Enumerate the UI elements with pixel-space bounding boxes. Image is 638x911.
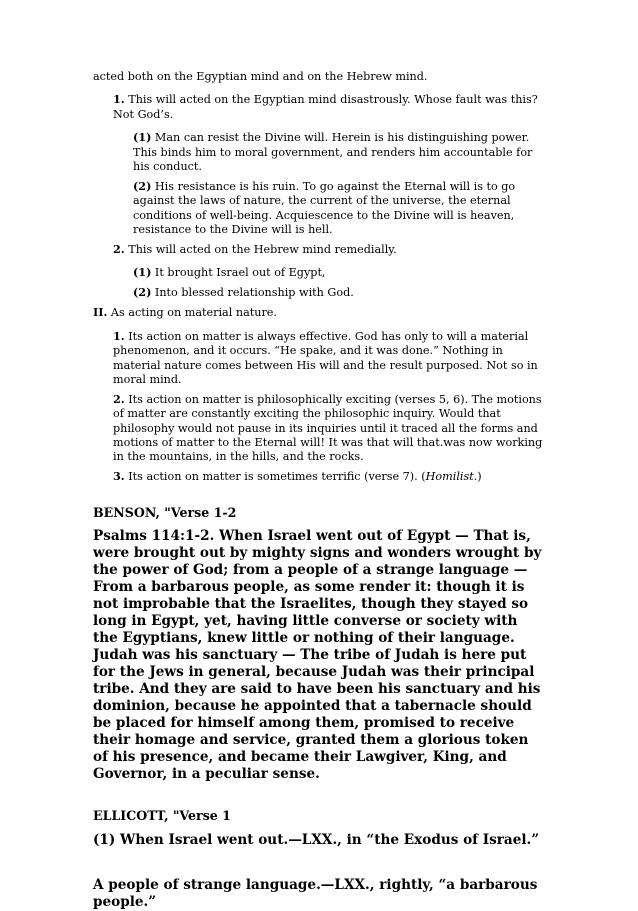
- point-1-sub-1: [133, 130, 545, 174]
- point-2-sub-2-text: Into blessed relationship with God.: [151, 286, 354, 300]
- intro-paragraph: acted both on the Egyptian mind and on the Hebrew mind.: [93, 70, 428, 83]
- point-1-sub-2: [133, 179, 545, 238]
- section-2-text: As acting on material nature.: [107, 306, 277, 320]
- benson-commentary: Psalms 114:1-2. When Israel went out of Egypt — That is, were brought out by mighty signs and wonders wrought by the power of God; from a people of a strange language — From a barbarous people, as some render it: though it is not improbable that the Israelites, though they stayed so long in Egypt, yet, having little converse or society with the Egyptians, knew little or nothing of their language. Judah was his sanctuary — The tribe of Judah is here put for the Jews in general, because Judah was their principal tribe. And they are said to have been his sanctuary and his dominion, because he appointed that a tabernacle should be placed for himself among them, promised to receive their homage and service, granted them a glorious token of his presence, and became their Lawgiver, King, and Governor, in a peculiar sense.: [93, 527, 542, 782]
- point-2-text: This will acted on the Hebrew mind remedially.: [124, 243, 397, 257]
- point-2-number: 2.: [113, 242, 125, 257]
- document-page: [93, 70, 545, 911]
- section-2-point-2-number: 2.: [113, 391, 125, 406]
- section-2-point-1: [113, 329, 545, 388]
- point-1: [113, 92, 545, 122]
- point-1-sub-1-text: Man can resist the Divine will. Herein is his distinguishing power. This binds him to moral government, and renders him accountable for his conduct.: [133, 131, 533, 174]
- point-1-sub-2-number: (2): [133, 178, 152, 193]
- section-2-point-3-number: 3.: [113, 469, 125, 484]
- point-1-number: 1.: [113, 92, 125, 107]
- section-2-point-3-text: Its action on matter is sometimes terrific (verse 7). (: [124, 470, 426, 484]
- ellicott-heading: ELLICOTT, "Verse 1: [93, 807, 231, 823]
- section-2-point-2-text: Its action on matter is philosophically exciting (verses 5, 6). The motions of matter are constantly exciting the philosophic inquiry. Would that philosophy would not pause in its inquiries until it traced all the forms and motions of matter to the Eternal will! It was that will that.was now working in the mountains, in the hills, and the rocks.: [113, 392, 543, 464]
- section-2-number: II.: [93, 305, 108, 320]
- section-2-point-1-number: 1.: [113, 328, 125, 343]
- section-2-point-2: [113, 392, 545, 465]
- point-1-text: This will acted on the Egyptian mind disastrously. Whose fault was this? Not God’s.: [113, 93, 538, 121]
- point-2-sub-2-number: (2): [133, 285, 152, 300]
- point-1-sub-1-number: (1): [133, 130, 152, 145]
- ellicott-strange-language: A people of strange language.—LXX., rightly, “a barbarous people.”: [93, 876, 538, 910]
- benson-heading: BENSON, "Verse 1-2: [93, 504, 237, 520]
- section-2-point-1-text: Its action on matter is always effective. God has only to will a material phenomenon, and it occurs. “He spake, and it was done.” Nothing in material nature comes between His will and the result purposed. Not so in moral mind.: [113, 329, 538, 386]
- point-2-sub-1-text: It brought Israel out of Egypt,: [151, 266, 326, 280]
- point-2: [113, 242, 545, 257]
- point-1-sub-2-text: His resistance is his ruin. To go against the Eternal will is to go against the laws of nature, the current of the universe, the eternal conditions of well-being. Acquiescence to the Divine will is heaven, resistance to the Divine will is hell.: [133, 179, 516, 237]
- point-2-sub-2: [133, 285, 545, 300]
- ellicott-verse-1: (1) When Israel went out.—LXX., in “the Exodus of Israel.”: [93, 831, 540, 848]
- point-2-sub-1: [133, 265, 545, 280]
- point-2-sub-1-number: (1): [133, 265, 152, 280]
- section-2: [93, 305, 545, 320]
- section-2-point-3-tail: .): [473, 470, 482, 484]
- section-2-point-3-source: Homilist: [425, 470, 474, 484]
- section-2-point-3: [113, 469, 545, 484]
